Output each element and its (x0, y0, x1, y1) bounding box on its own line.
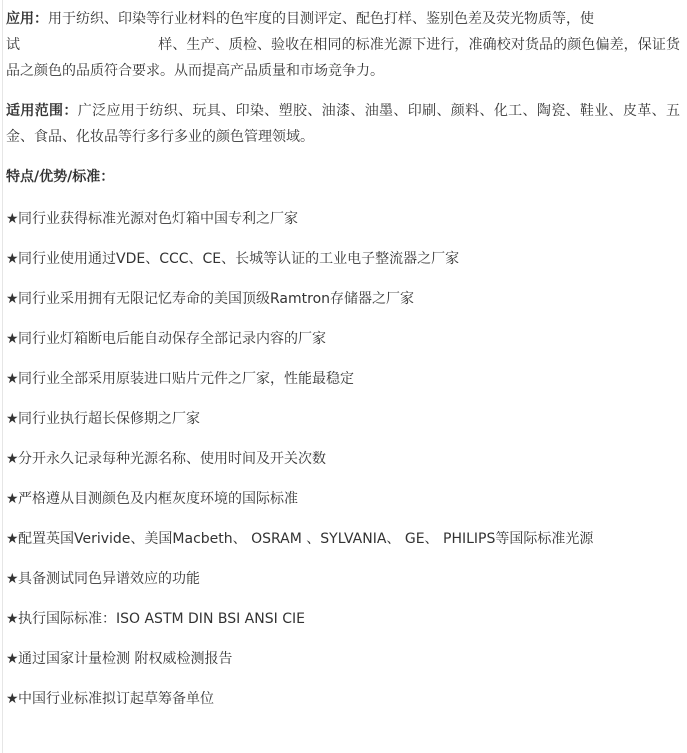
list-item: ★通过国家计量检测 附权威检测报告 (6, 646, 680, 672)
star-icon: ★ (6, 651, 19, 667)
list-item: ★分开永久记录每种光源名称、使用时间及开关次数 (6, 446, 680, 472)
star-icon: ★ (6, 691, 19, 707)
product-description (6, 6, 680, 726)
list-item: ★同行业获得标准光源对色灯箱中国专利之厂家 (6, 206, 680, 232)
left-border-line (2, 0, 3, 753)
list-item: ★同行业灯箱断电后能自动保存全部记录内容的厂家 (6, 326, 680, 352)
star-icon: ★ (6, 531, 19, 547)
list-item: ★具备测试同色异谱效应的功能 (6, 566, 680, 592)
list-item: ★同行业全部采用原装进口贴片元件之厂家，性能最稳定 (6, 366, 680, 392)
list-item: ★中国行业标准拟订起草筹备单位 (6, 686, 680, 712)
star-icon: ★ (6, 571, 19, 587)
list-item: ★同行业执行超长保修期之厂家 (6, 406, 680, 432)
star-icon: ★ (6, 611, 19, 627)
application-paragraph (6, 6, 680, 84)
star-icon: ★ (6, 211, 19, 227)
application-text-part1: 用于纺织、印染等行业材料的色牢度的目测评定、配色打样、鉴别色差及荧光物质等，使 (48, 11, 594, 27)
star-icon: ★ (6, 251, 19, 267)
star-icon: ★ (6, 371, 19, 387)
scope-paragraph (6, 98, 680, 150)
star-icon: ★ (6, 331, 19, 347)
application-text-part2: 试 (6, 37, 21, 53)
features-list (6, 206, 680, 712)
star-icon: ★ (6, 291, 19, 307)
star-icon: ★ (6, 411, 19, 427)
list-item: ★执行国际标准：ISO ASTM DIN BSI ANSI CIE (6, 606, 680, 632)
list-item: ★配置英国Verivide、美国Macbeth、 OSRAM 、SYLVANIA、 GE、 PHILIPS等国际标准光源 (6, 526, 680, 552)
list-item: ★同行业采用拥有无限记忆寿命的美国顶级Ramtron存储器之厂家 (6, 286, 680, 312)
list-item: ★同行业使用通过VDE、CCC、CE、长城等认证的工业电子整流器之厂家 (6, 246, 680, 272)
features-heading: 特点/优势/标准： (6, 169, 115, 185)
list-item: ★严格遵从目测颜色及内框灰度环境的国际标准 (6, 486, 680, 512)
application-label: 应用： (6, 11, 48, 27)
application-text-part3: 样、生产、质检、验收在相同的标准光源下进行，准确校对货品的颜色偏差，保证货品之颜色的品质符合要求。从而提高产品质量和市场竞争力。 (6, 37, 681, 79)
star-icon: ★ (6, 451, 19, 467)
scope-text: 广泛应用于纺织、玩具、印染、塑胶、油漆、油墨、印刷、颜料、化工、陶瓷、鞋业、皮革、五金、食品、化妆品等行多行多业的颜色管理领域。 (6, 103, 681, 145)
star-icon: ★ (6, 491, 19, 507)
scope-label: 适用范围： (6, 103, 78, 119)
